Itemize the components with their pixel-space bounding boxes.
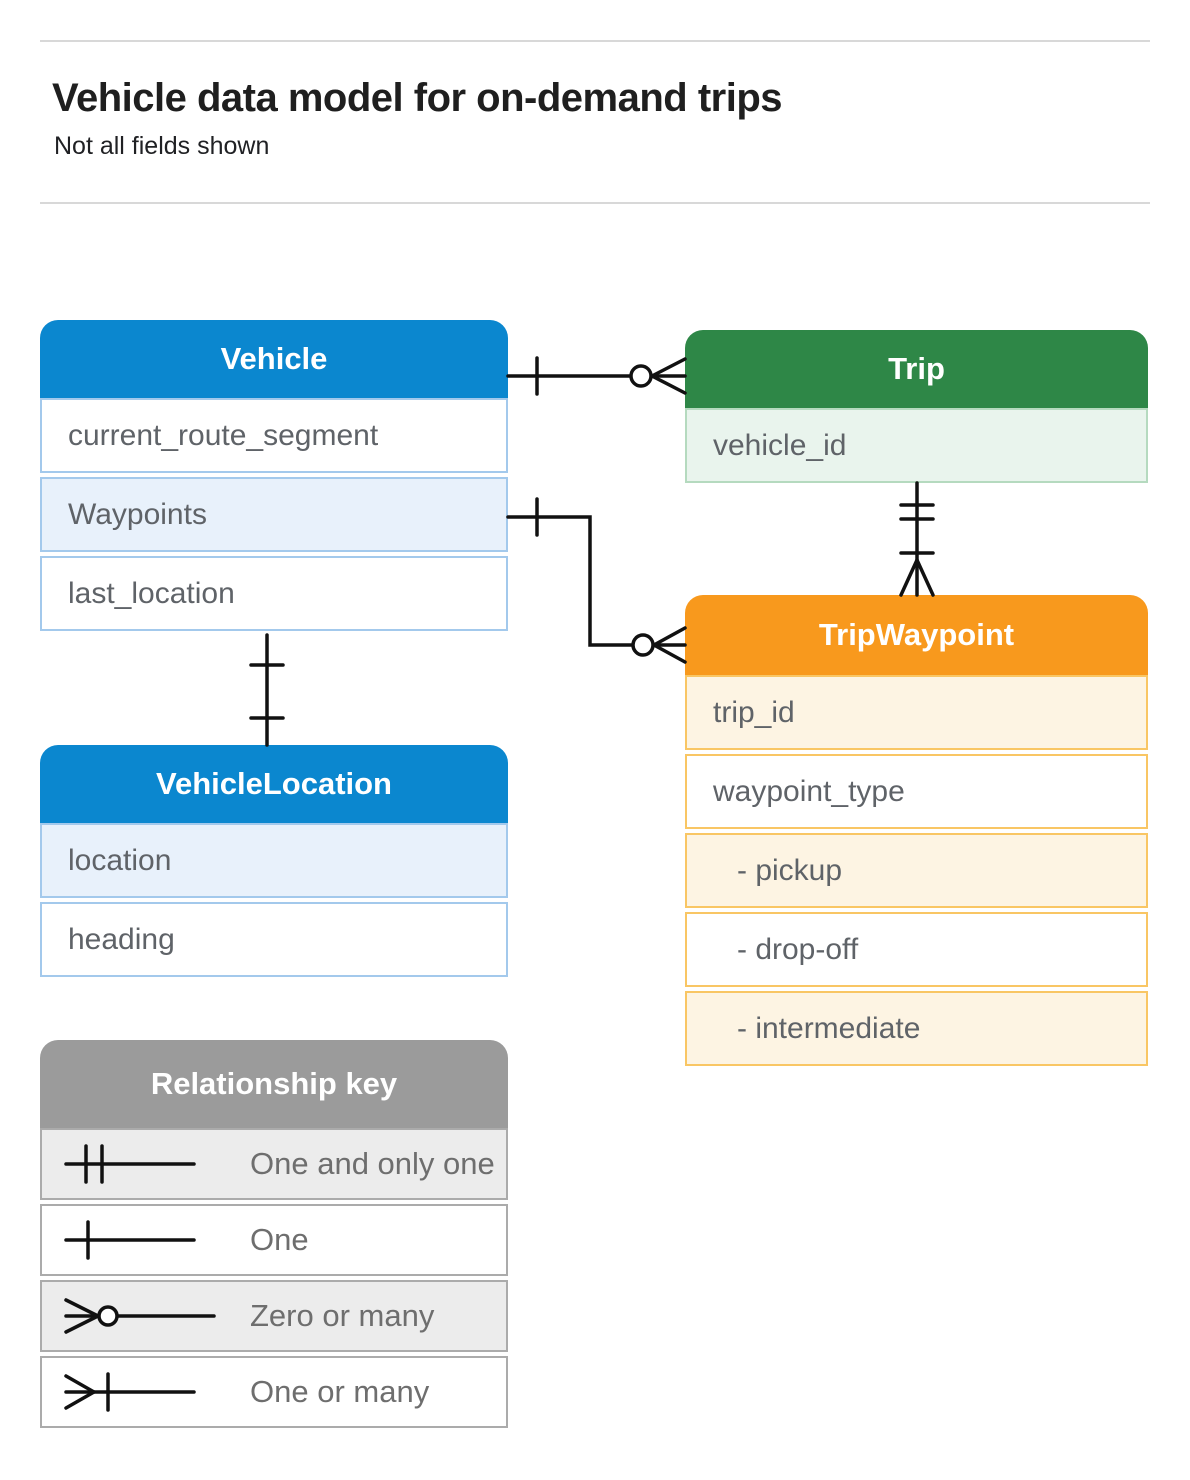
field-location: location <box>40 823 508 898</box>
legend-item-zero-or-many <box>40 1280 508 1352</box>
top-divider <box>40 40 1150 42</box>
field-waypoints: Waypoints <box>40 477 508 552</box>
legend-label: One or many <box>250 1374 430 1409</box>
one-icon <box>62 1212 232 1268</box>
one-and-only-one-icon <box>62 1136 232 1192</box>
legend-item-one-or-many <box>40 1356 508 1428</box>
field-heading: heading <box>40 902 508 977</box>
legend-item-one-and-only-one <box>40 1128 508 1200</box>
legend-label: One and only one <box>250 1146 495 1181</box>
table-vehiclelocation-header: VehicleLocation <box>40 745 508 823</box>
field-waypoint-type-intermediate: - intermediate <box>685 991 1148 1066</box>
page-title: Vehicle data model for on-demand trips <box>52 76 783 120</box>
table-tripwaypoint <box>685 595 1148 1066</box>
field-waypoint-type-pickup: - pickup <box>685 833 1148 908</box>
field-current-route-segment: current_route_segment <box>40 398 508 473</box>
waypoints-tripwaypoint-connector <box>508 499 685 662</box>
header-divider <box>40 202 1150 204</box>
legend-label: One <box>250 1222 309 1257</box>
relationship-key <box>40 1040 508 1428</box>
field-vehicle-id: vehicle_id <box>685 408 1148 483</box>
table-trip-header: Trip <box>685 330 1148 408</box>
zero-or-many-icon <box>62 1288 232 1344</box>
relationship-key-header: Relationship key <box>40 1040 508 1128</box>
page-subtitle: Not all fields shown <box>54 132 270 160</box>
table-vehicle <box>40 320 508 631</box>
field-waypoint-type: waypoint_type <box>685 754 1148 829</box>
vehicle-vehiclelocation-connector <box>251 635 283 745</box>
field-last-location: last_location <box>40 556 508 631</box>
field-waypoint-type-drop-off: - drop-off <box>685 912 1148 987</box>
trip-tripwaypoint-connector <box>901 483 933 595</box>
field-trip-id: trip_id <box>685 675 1148 750</box>
table-tripwaypoint-header: TripWaypoint <box>685 595 1148 675</box>
legend-label: Zero or many <box>250 1298 435 1333</box>
legend-item-one <box>40 1204 508 1276</box>
vehicle-trip-connector <box>508 358 685 394</box>
one-or-many-icon <box>62 1364 232 1420</box>
table-vehicle-header: Vehicle <box>40 320 508 398</box>
table-trip <box>685 330 1148 483</box>
table-vehiclelocation <box>40 745 508 977</box>
